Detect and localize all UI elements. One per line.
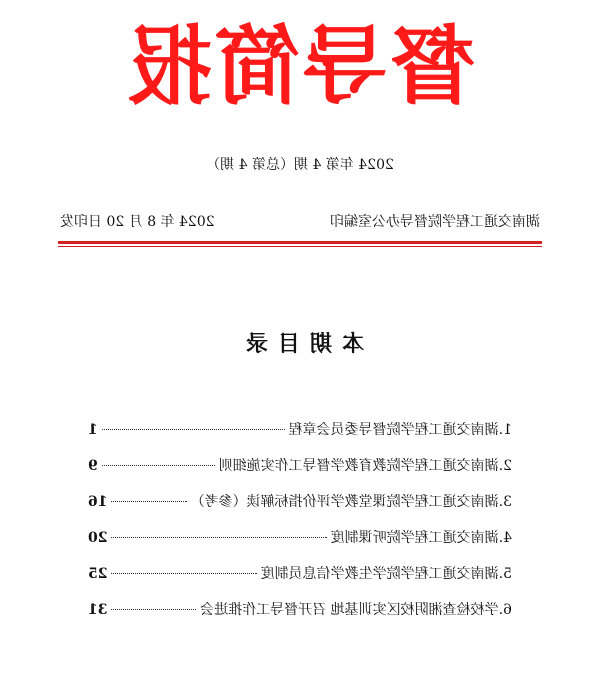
toc-item[interactable]	[88, 492, 512, 528]
publication-meta	[60, 211, 540, 233]
publisher-name: 湖南交通工程学院督导办公室编印	[330, 214, 540, 230]
toc-heading: 本期目录	[236, 332, 365, 357]
toc-item-page: 25	[88, 566, 108, 582]
toc-leader-dots	[111, 609, 196, 610]
toc-item-page: 16	[88, 494, 108, 510]
print-date: 2024 年 8 月 20 日印发	[60, 214, 215, 230]
toc-item-page: 31	[88, 602, 108, 618]
toc-leader-dots	[102, 465, 215, 466]
toc-item-title: 3.湖南交通工程学院课堂教学评价指标解读（参考）	[190, 494, 512, 510]
toc-item[interactable]	[88, 528, 512, 564]
masthead-title: 督导简报	[124, 17, 476, 117]
toc-item[interactable]	[88, 600, 512, 636]
toc-item-page: 1	[88, 422, 98, 438]
toc-item-title: 4.湖南交通工程学院听课制度	[330, 530, 512, 546]
toc-item[interactable]	[88, 456, 512, 492]
header-rule-thick	[58, 241, 542, 244]
toc-item-title: 5.湖南交通工程学院学生教学信息员制度	[260, 566, 512, 582]
toc-leader-dots	[111, 573, 256, 574]
toc-item[interactable]	[88, 420, 512, 456]
toc-leader-dots	[111, 537, 326, 538]
issue-number: 2024 年第 4 期（总第 4 期）	[206, 157, 394, 173]
toc-item[interactable]	[88, 564, 512, 600]
toc-item-page: 9	[88, 458, 98, 474]
header-rule-thin	[58, 246, 542, 247]
toc-leader-dots	[102, 429, 285, 430]
table-of-contents	[88, 420, 512, 636]
toc-item-page: 20	[88, 530, 108, 546]
toc-item-title: 6.学校检查湘阴校区实训基地 召开督导工作推进会	[200, 602, 512, 618]
toc-item-title: 2.湖南交通工程学院教育教学督导工作实施细则	[218, 458, 512, 474]
toc-leader-dots	[111, 501, 186, 502]
toc-item-title: 1.湖南交通工程学院督导委员会章程	[288, 422, 512, 438]
